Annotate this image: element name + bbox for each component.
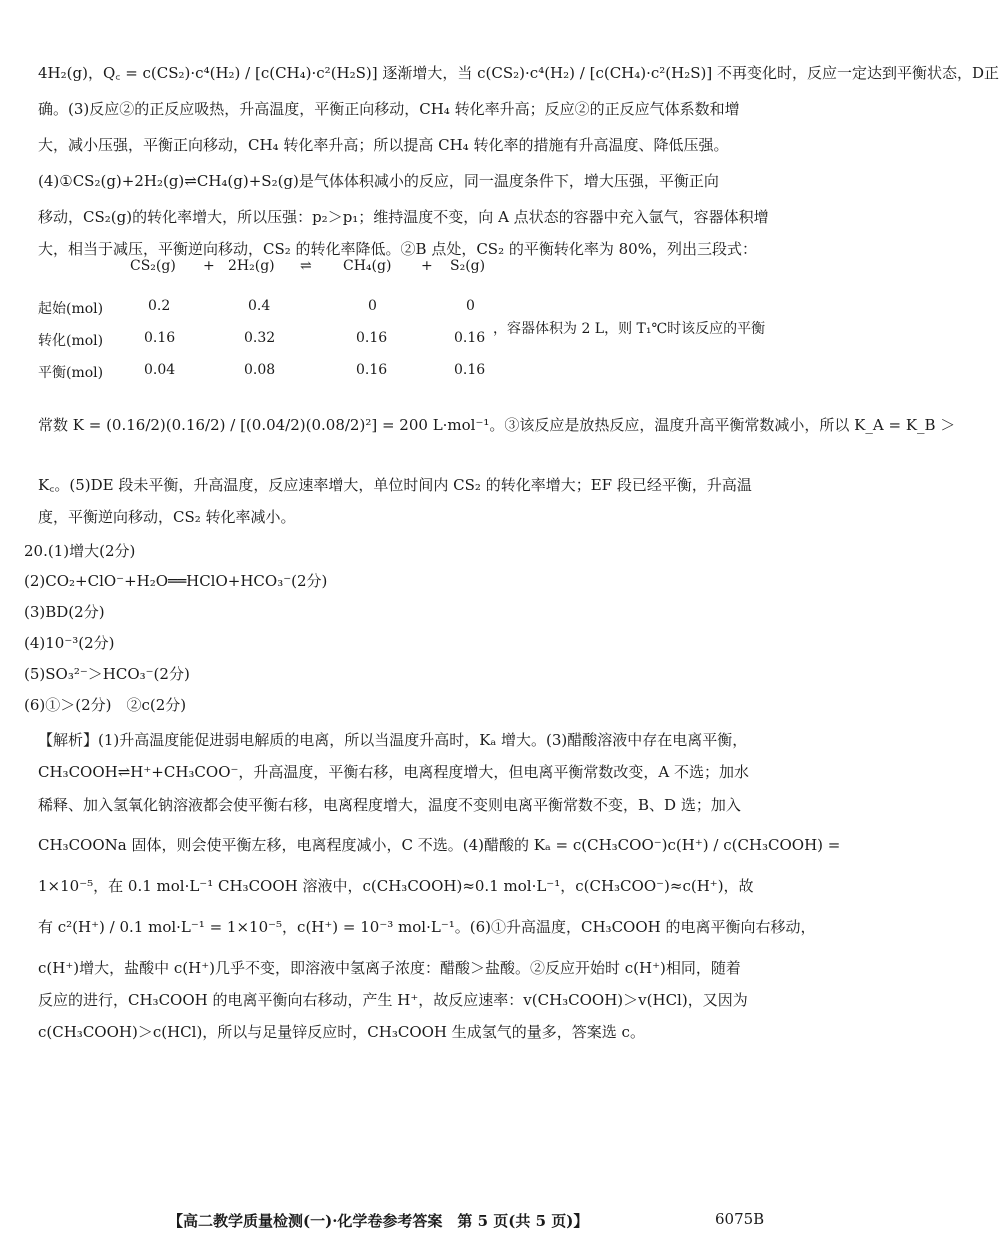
table-cell: 0.16 <box>356 330 388 346</box>
analysis-line: c(CH₃COOH)＞c(HCl)，所以与足量锌反应时，CH₃COOH 生成氢气的量多，答案选 c。 <box>38 1023 645 1041</box>
analysis-line: CH₃COONa 固体，则会使平衡左移，电离程度减小，C 不选。(4)醋酸的 Kₐ = c(CH₃COO⁻)c(H⁺) / c(CH₃COOH) = <box>38 836 841 854</box>
analysis-line: 1×10⁻⁵，在 0.1 mol·L⁻¹ CH₃COOH 溶液中，c(CH₃COOH)≈0.1 mol·L⁻¹，c(CH₃COO⁻)≈c(H⁺)，故 <box>38 877 754 895</box>
analysis-line: c(H⁺)增大，盐酸中 c(H⁺)几乎不变，即溶液中氢离子浓度：醋酸＞盐酸。②反应开始时 c(H⁺)相同，随着 <box>38 959 741 977</box>
table-cell: 0.2 <box>148 298 171 314</box>
table-cell: 0 <box>368 298 377 314</box>
answer-line: (6)①＞(2分) ②c(2分) <box>24 696 187 714</box>
three-stage-table <box>38 258 778 388</box>
table-cell: 0.16 <box>356 362 388 378</box>
analysis-line: 稀释、加入氢氧化钠溶液都会使平衡右移，电离程度增大，温度不变则电离平衡常数不变，B、D 选；加入 <box>38 796 741 814</box>
text-line: 常数 K = (0.16/2)(0.16/2) / [(0.04/2)(0.08/2)²] = 200 L·mol⁻¹。③该反应是放热反应，温度升高平衡常数减小，所以 K_A = K_B ＞ <box>38 416 956 434</box>
table-row-label: 转化(mol) <box>38 333 104 349</box>
table-header-cell: + <box>421 258 433 274</box>
analysis-line: 【解析】(1)升高温度能促进弱电解质的电离，所以当温度升高时，Kₐ 增大。(3)醋酸溶液中存在电离平衡， <box>38 731 748 749</box>
answer-line: 20.(1)增大(2分) <box>24 542 136 560</box>
answer-line: (2)CO₂+ClO⁻+H₂O══HClO+HCO₃⁻(2分) <box>24 572 328 590</box>
page-footer <box>0 1210 800 1236</box>
text-line: 度，平衡逆向移动，CS₂ 转化率减小。 <box>38 508 296 526</box>
text-line: 确。(3)反应②的正反应吸热，升高温度，平衡正向移动，CH₄ 转化率升高；反应②的正反应气体系数和增 <box>38 100 740 118</box>
text-line: 移动，CS₂(g)的转化率增大，所以压强：p₂＞p₁；维持温度不变，向 A 点状态的容器中充入氩气，容器体积增 <box>38 208 769 226</box>
analysis-line: 反应的进行，CH₃COOH 的电离平衡向右移动，产生 H⁺，故反应速率：v(CH₃COOH)＞v(HCl)，又因为 <box>38 991 748 1009</box>
table-cell: 0.16 <box>454 330 486 346</box>
table-row-label: 起始(mol) <box>38 301 104 317</box>
answer-line: (4)10⁻³(2分) <box>24 634 115 652</box>
table-header-cell: 2H₂(g) <box>228 258 275 274</box>
table-side-note: ，容器体积为 2 L，则 T₁℃时该反应的平衡 <box>493 321 766 337</box>
table-cell: 0 <box>466 298 475 314</box>
table-header-cell: CS₂(g) <box>130 258 176 274</box>
table-header-cell: ⇌ <box>300 258 312 274</box>
text-line: (4)①CS₂(g)+2H₂(g)⇌CH₄(g)+S₂(g)是气体体积减小的反应，同一温度条件下，增大压强，平衡正向 <box>38 172 719 190</box>
answer-line: (3)BD(2分) <box>24 603 105 621</box>
analysis-line: 有 c²(H⁺) / 0.1 mol·L⁻¹ = 1×10⁻⁵，c(H⁺) = 10⁻³ mol·L⁻¹。(6)①升高温度，CH₃COOH 的电离平衡向右移动， <box>38 918 816 936</box>
table-cell: 0.08 <box>244 362 276 378</box>
table-cell: 0.32 <box>244 330 276 346</box>
table-cell: 0.04 <box>144 362 176 378</box>
table-cell: 0.4 <box>248 298 271 314</box>
text-line: 4H₂(g)，Q꜀ = c(CS₂)·c⁴(H₂) / [c(CH₄)·c²(H₂S)] 逐渐增大，当 c(CS₂)·c⁴(H₂) / [c(CH₄)·c²(H₂S)] 不再变化时，反应一定达到平衡状态，D正 <box>38 64 999 82</box>
table-header-cell: CH₄(g) <box>343 258 392 274</box>
text-line: 大，相当于减压，平衡逆向移动，CS₂ 的转化率降低。②B 点处，CS₂ 的平衡转化率为 80%，列出三段式： <box>38 240 757 258</box>
text-line: 大，减小压强，平衡正向移动，CH₄ 转化率升高；所以提高 CH₄ 转化率的措施有升高温度、降低压强。 <box>38 136 729 154</box>
answer-line: (5)SO₃²⁻＞HCO₃⁻(2分) <box>24 665 190 683</box>
table-header-cell: + <box>203 258 215 274</box>
text-line: K꜀。(5)DE 段未平衡，升高温度，反应速率增大，单位时间内 CS₂ 的转化率增大；EF 段已经平衡，升高温 <box>38 476 752 494</box>
table-header-cell: S₂(g) <box>450 258 486 274</box>
table-row-label: 平衡(mol) <box>38 365 104 381</box>
footer-code: 6075B <box>715 1210 765 1228</box>
table-cell: 0.16 <box>454 362 486 378</box>
analysis-line: CH₃COOH⇌H⁺+CH₃COO⁻，升高温度，平衡右移，电离程度增大，但电离平衡常数改变，A 不选；加水 <box>38 763 750 781</box>
table-cell: 0.16 <box>144 330 176 346</box>
footer-title: 【高二教学质量检测(一)·化学卷参考答案 第 5 页(共 5 页)】 <box>168 1212 589 1230</box>
